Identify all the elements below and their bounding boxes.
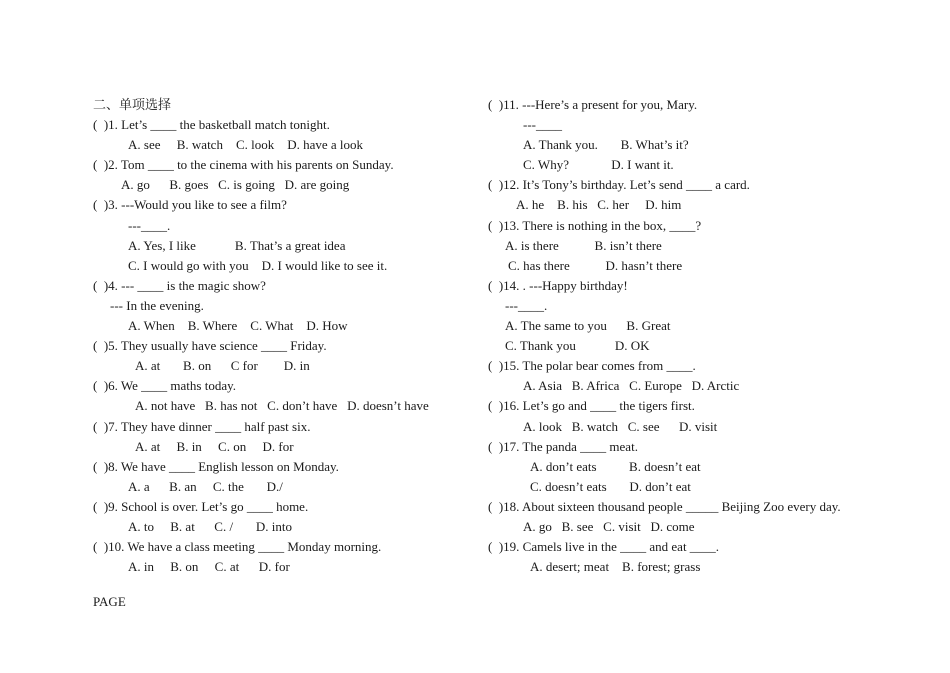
option-line: A. in B. on C. at D. for [128, 559, 290, 575]
question-line: ( )17. The panda ____ meat. [488, 438, 638, 454]
option-line: A. at B. on C for D. in [135, 358, 310, 374]
option-line: A. Yes, I like B. That’s a great idea [128, 237, 346, 253]
option-line: A. When B. Where C. What D. How [128, 318, 348, 334]
option-line: --- In the evening. [110, 297, 204, 313]
page-footer: PAGE [93, 594, 126, 609]
right-question-column [488, 95, 928, 577]
question-line: ( )6. We ____ maths today. [93, 378, 237, 394]
option-line: C. I would go with you D. I would like to see it. [128, 257, 388, 273]
question-line: ( )10. We have a class meeting ____ Monday morning. [93, 539, 382, 555]
option-line: ---____. [128, 217, 171, 233]
option-line: A. at B. in C. on D. for [135, 438, 294, 454]
question-line: ( )5. They usually have science ____ Friday. [93, 338, 327, 354]
question-line: ( )14. . ---Happy birthday! [488, 277, 628, 293]
option-line: A. The same to you B. Great [505, 318, 671, 334]
option-line: A. Thank you. B. What’s it? [523, 137, 689, 153]
question-line: ( )16. Let’s go and ____ the tigers first. [488, 398, 695, 414]
option-line: A. a B. an C. the D./ [128, 478, 283, 494]
option-line: ---____ [523, 117, 562, 133]
option-line: A. is there B. isn’t there [505, 237, 662, 253]
question-line: ( )7. They have dinner ____ half past six. [93, 418, 311, 434]
option-line: A. look B. watch C. see D. visit [523, 418, 718, 434]
option-line: C. has there D. hasn’t there [508, 257, 683, 273]
option-line: A. don’t eats B. doesn’t eat [530, 458, 701, 474]
option-line: A. Asia B. Africa C. Europe D. Arctic [523, 378, 740, 394]
question-line: ( )15. The polar bear comes from ____. [488, 358, 696, 374]
option-line: C. Why? D. I want it. [523, 157, 674, 173]
option-line: A. not have B. has not C. don’t have D. doesn’t have [135, 398, 429, 414]
question-line: ( )2. Tom ____ to the cinema with his parents on Sunday. [93, 157, 394, 173]
question-line: ( )8. We have ____ English lesson on Monday. [93, 458, 339, 474]
question-line: ( )1. Let’s ____ the basketball match tonight. [93, 117, 330, 133]
option-line: A. go B. goes C. is going D. are going [121, 177, 350, 193]
question-line: ( )3. ---Would you like to see a film? [93, 197, 287, 213]
option-line: A. to B. at C. / D. into [128, 518, 292, 534]
question-line: ( )12. It’s Tony’s birthday. Let’s send ____ a card. [488, 177, 750, 193]
question-line: ( )9. School is over. Let’s go ____ home. [93, 498, 309, 514]
option-line: A. desert; meat B. forest; grass [530, 559, 701, 575]
option-line: A. he B. his C. her D. him [516, 197, 682, 213]
section-heading: 二、单项选择 [93, 97, 172, 112]
question-line: ( )13. There is nothing in the box, ____? [488, 217, 702, 233]
option-line: C. Thank you D. OK [505, 338, 650, 354]
question-line: ( )4. --- ____ is the magic show? [93, 277, 266, 293]
question-line: ( )11. ---Here’s a present for you, Mary. [488, 97, 698, 112]
question-line: ( )19. Camels live in the ____ and eat ____. [488, 539, 720, 555]
option-line: ---____. [505, 297, 548, 313]
left-question-column [93, 95, 473, 577]
option-line: A. see B. watch C. look D. have a look [128, 137, 364, 153]
option-line: C. doesn’t eats D. don’t eat [530, 478, 691, 494]
question-line: ( )18. About sixteen thousand people _____ Beijing Zoo every day. [488, 498, 841, 514]
option-line: A. go B. see C. visit D. come [523, 518, 695, 534]
